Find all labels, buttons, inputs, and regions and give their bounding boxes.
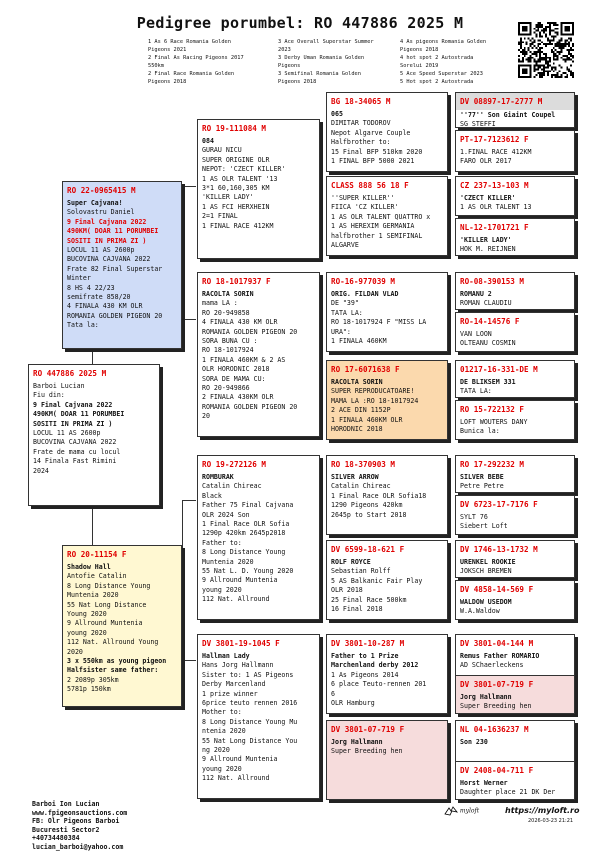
card-line: ROMAN CLAUDIU [460, 299, 512, 308]
card-line: 6 place Teuto-rennen 201 [331, 680, 427, 689]
pigeon-card-g3[interactable] [455, 176, 575, 216]
card-line: OLR 2024 Son [202, 510, 250, 519]
card-line: Antofie Catalin [67, 572, 127, 581]
card-line: DIMITAR TODOROV [331, 119, 391, 128]
card-line: MAMA LA :RO 18-1017924 [331, 396, 419, 405]
card-line: 1 FINALA 460KM [331, 337, 387, 346]
card-line: Catalin Chireac [331, 482, 391, 491]
card-line: mama LA : [202, 299, 238, 308]
card-line: Mother to: [202, 708, 242, 717]
card-line: Muntenia 2020 [67, 591, 119, 600]
card-line: Barboi Lucian [33, 382, 85, 390]
card-line: BUCOVINA CAJVANA 2022 [67, 255, 151, 264]
card-line: SUPER REPRODUCATOARE! [331, 387, 415, 396]
tree-line [182, 246, 183, 319]
owner-contact [32, 800, 127, 852]
contact-line: Bucuresti Sector2 [32, 825, 100, 834]
card-line: SORA BUNA CU : [202, 337, 258, 346]
ring-number: BG 18-34065 M [331, 97, 391, 106]
card-line: 8 Long Distance Young [202, 548, 286, 557]
achievement-line: 5 Hot spot 2 Autostrada [400, 79, 474, 85]
card-line: Father 75 Final Cajvana [202, 501, 294, 510]
pigeon-card-ddd[interactable] [326, 720, 448, 800]
card-line: SG STEFFI [460, 120, 496, 128]
ring-number: DV 3801-07-719 F [331, 725, 405, 734]
card-line: AD SChaerleckens [460, 661, 524, 670]
card-line: Daughter place 21 DK Der [460, 788, 556, 797]
pigeon-card-g12[interactable] [455, 580, 575, 620]
card-line: 2645p to Start 2018 [331, 510, 407, 519]
page-title: Pedigree porumbel: RO 447886 2025 M [136, 14, 464, 32]
card-line: 2020 [67, 647, 83, 656]
card-line: 8 HS 4 22/23 [67, 283, 115, 292]
pigeon-card-sire[interactable] [62, 181, 182, 349]
ring-number: NL-12-1701721 F [460, 223, 529, 232]
pigeon-name: RACOLTA SORIN [202, 290, 254, 298]
tree-line [182, 660, 196, 661]
card-line: Bunica la: [460, 427, 500, 436]
pigeon-name: Father to 1 Prize Marchenland derby 2012 [331, 652, 419, 670]
pigeon-name: ''77'' Son Giaint Coupel [460, 111, 556, 119]
ring-number: DV 3801-19-1045 F [202, 639, 280, 648]
contact-line: FB: Olr Pigeons Barboi [32, 817, 120, 826]
pigeon-card-dsd[interactable] [326, 540, 448, 620]
card-line: semifrate 858/20 [67, 293, 131, 302]
card-line: 55 Nat Long Distance You [202, 736, 298, 745]
pigeon-card-ssd[interactable] [326, 176, 448, 256]
pigeon-name: RACOLTA SORIN [331, 378, 383, 386]
pigeon-card-g10[interactable] [455, 495, 575, 535]
ring-number: DV 3801-04-144 M [460, 639, 534, 648]
card-section [456, 635, 574, 675]
pigeon-name: ROLF ROYCE [331, 558, 371, 566]
contact-line: lucian_barboi@yahoo.com [32, 842, 124, 851]
card-line: 9 Allround Muntenia [202, 576, 278, 585]
pigeon-name: Shadow Hall [67, 563, 111, 571]
ring-number: NL 04-1636237 M [460, 725, 529, 734]
pigeon-name: Hallman Lady [202, 652, 250, 660]
card-line: RO 20-949866 [202, 384, 250, 393]
card-line: BUCOVINA CAJVANA 2022 [33, 438, 117, 447]
pigeon-name: ROMANU 2 [460, 290, 492, 298]
card-line: ALGARVE [331, 241, 359, 250]
card-line: 'KILLER LADY' [202, 193, 254, 202]
pigeon-card-sds[interactable] [326, 272, 448, 352]
card-line: 1 AS OLR TALENT '13 [202, 174, 278, 183]
pigeon-card-sss[interactable] [326, 92, 448, 172]
card-line: ntenia 2020 [202, 727, 246, 736]
pigeon-card-dam[interactable] [62, 545, 182, 707]
card-line: Winter [67, 274, 91, 283]
ring-number: DV 6723-17-7176 F [460, 500, 538, 509]
card-highlight: 3 x 550km as young pigeon [67, 657, 167, 666]
pigeon-name: WALDOW USEDOM [460, 598, 512, 606]
card-section [456, 761, 574, 800]
pigeon-card-g11[interactable] [455, 540, 575, 578]
card-line: 1 AS OLR TALENT 13 [460, 203, 532, 212]
pigeon-name: Horst Werner [460, 779, 508, 787]
pigeon-name: 065 [331, 110, 343, 118]
pigeon-name: URENKEL ROOKIE [460, 558, 516, 566]
card-line: 14 Finala Fast Rimini [33, 457, 117, 466]
card-line: 5781p 150km [67, 685, 111, 694]
achievements-column [278, 38, 403, 86]
pigeon-card-g9[interactable] [455, 455, 575, 493]
card-line: Nepot Algarve Couple [331, 128, 411, 137]
pigeon-card-g6[interactable] [455, 312, 575, 352]
card-line: FARO OLR 2017 [460, 157, 512, 166]
card-line: 1 FINAL RACE 412KM [202, 221, 274, 230]
pigeon-name: Son 230 [460, 738, 488, 746]
pigeon-name: 084 [202, 137, 214, 145]
achievement-line: 1 As 6 Race Romania Golden [148, 39, 231, 45]
contact-line: +40734480384 [32, 834, 80, 843]
ring-number: PT-17-7123612 F [460, 135, 529, 144]
card-line: RO 18-1017924 F "MISS LA [331, 318, 427, 327]
card-line: 1 Final Race OLR Sofia [202, 520, 290, 529]
card-line: GURAU NICU [202, 146, 242, 155]
achievements-column [148, 38, 273, 86]
ring-number: RO 15-722132 F [460, 405, 525, 414]
card-line: TATA LA: [460, 387, 492, 396]
card-line: 55 Nat L. D. Young 2020 [202, 567, 294, 576]
pigeon-card-ds[interactable] [197, 455, 320, 620]
card-line: NEPOT: 'CZECT KILLER' [202, 165, 286, 174]
card-line: 4 FINALA 430 KM OLR [202, 318, 278, 327]
card-line: young 2020 [202, 585, 242, 594]
card-line: 8 Long Distance Young Mu [202, 717, 298, 726]
achievement-line: Pigeons [278, 63, 301, 69]
card-line: JOKSCH BREMEN [460, 567, 512, 576]
pigeon-name: ROMBURAK [202, 473, 234, 481]
card-line: 112 Nat. Allround Young [67, 638, 159, 647]
card-highlight: 9 Final Cajvana 2022 [33, 400, 113, 409]
card-line: 1 FINALA 460KM & 2 AS [202, 355, 286, 364]
achievement-line: 3 Semifinal Romania Golden [278, 71, 361, 77]
card-line: 1290 Pigeons 420km [331, 501, 403, 510]
card-line: 1 prize winner [202, 689, 258, 698]
ring-number: DV 2408-04-711 F [460, 766, 534, 775]
card-line: LOCUL 11 AS 2600p [33, 429, 101, 438]
card-highlight: 9 Final Cajvana 2022 [67, 217, 147, 226]
pigeon-name: ORIG. FILDAN VLAD [331, 290, 399, 298]
card-line: Sister to: 1 AS Pigeons [202, 670, 294, 679]
card-line: 4 FINALA 430 KM OLR [67, 302, 143, 311]
pigeon-card-g4[interactable] [455, 218, 575, 256]
card-line: OLR Hamburg [331, 699, 375, 708]
achievement-line: 3 Derby Uman Romania Golden [278, 55, 365, 61]
achievement-line: 4 As pigeons Romania Golden [400, 39, 487, 45]
ring-number: DV 1746-13-1732 M [460, 545, 538, 554]
pigeon-name: Super Cajvana! [67, 199, 123, 207]
card-line: 1 AS OLR TALENT QUATTRO x [331, 212, 431, 221]
card-line: young 2020 [67, 628, 107, 637]
bird-icon [444, 806, 458, 816]
card-line: ''SUPER KILLER'' [331, 194, 395, 202]
ring-number: DV 6599-18-621 F [331, 545, 405, 554]
card-highlight: SOSITI IN PRIMA ZI ) [33, 419, 113, 428]
ring-number: RO 18-1017937 F [202, 277, 271, 286]
pigeon-name: 'CZECT KILLER' [460, 194, 516, 202]
card-highlight: 490KM( DOAR 11 PORUMBEI [33, 410, 125, 419]
achievement-line: 2 Final As Racing Pigeons 2017 [148, 55, 244, 61]
card-line: LOCUL 11 AS 2600p [67, 246, 135, 255]
myloft-logo [444, 806, 479, 816]
ring-number: DV 4858-14-569 F [460, 585, 534, 594]
card-line: 16 Final 2018 [331, 605, 383, 614]
card-line: FIICA 'CZ KILLER' [331, 203, 399, 212]
card-line: 1 Final Race OLR Sofia18 [331, 491, 427, 500]
pigeon-name: SILVER BEBE [460, 473, 504, 481]
card-line: Hans Jorg Hallmann [202, 661, 274, 670]
card-line: 112 Nat. Allround [202, 774, 270, 783]
ring-number: RO-08-390153 M [460, 277, 525, 286]
pigeon-card-sd[interactable] [197, 272, 320, 437]
pigeon-card-g13-g14[interactable] [455, 634, 575, 714]
ring-number: DV 3801-07-719 F [460, 680, 534, 689]
card-line: RO 18-1017924 [202, 346, 254, 355]
card-line: LOFT WOUTERS DANY [460, 418, 528, 426]
card-line: ROMANIA GOLDEN PIGEON 20 [67, 311, 163, 320]
card-line: 112 Nat. Allround [202, 595, 270, 604]
card-line: DE "39" [331, 299, 359, 308]
card-highlight: SOSITI IN PRIMA ZI ) [67, 236, 147, 245]
ring-number: DV 3801-10-287 M [331, 639, 405, 648]
card-line: Muntenia 2020 [202, 557, 254, 566]
card-highlight: 490KM( DOAR 11 PORUMBEI [67, 227, 159, 236]
card-section [456, 721, 574, 761]
pigeon-card-g8[interactable] [455, 400, 575, 440]
achievement-line: Pigeons 2018 [400, 47, 439, 53]
pigeon-card-g1[interactable] [455, 92, 575, 128]
pigeon-name: DE BLIKSEM 331 [460, 378, 516, 386]
card-section [456, 675, 574, 714]
card-line: Frate de mama cu locul [33, 447, 121, 456]
card-line: 1 AS FCI HERXHEIN [202, 202, 270, 211]
achievement-line: Pigeons 2018 [278, 79, 317, 85]
pigeon-name: 'KILLER LADY' [460, 236, 512, 244]
tree-line [182, 500, 183, 660]
pigeon-name: Remus Father ROMARIO [460, 652, 540, 660]
card-line: 2024 [33, 466, 49, 475]
card-line: Super Breeding hen [460, 702, 532, 711]
card-line: Black [202, 491, 222, 500]
ring-number: RO 17-6071638 F [331, 365, 400, 374]
card-line: SORA DE MAMA CU: [202, 374, 266, 383]
tree-line [182, 319, 196, 320]
card-line: 1290p 420km 2645p2018 [202, 529, 286, 538]
achievement-line: Pigeons 2021 [148, 47, 187, 53]
contact-line: Barboi Ion Lucian [32, 800, 100, 808]
achievement-line: 4 hot spot 2 Autostrada [400, 55, 474, 61]
card-line: 3*1 60,160,305 KM [202, 184, 270, 193]
pigeon-name: Jorg Hallmann [460, 693, 512, 701]
ring-number: RO-16-977039 M [331, 277, 396, 286]
card-line: 8 Long Distance Young [67, 581, 151, 590]
card-line: Frate 82 Final Superstar [67, 264, 163, 273]
card-line: Solovastru Daniel [67, 208, 135, 217]
card-line: 2 2089p 305km [67, 675, 119, 684]
ring-number: CLASS 888 56 18 F [331, 181, 409, 190]
card-line: HOK M. REIJNEN [460, 245, 516, 254]
ring-number: RO-14-14576 F [460, 317, 520, 326]
tree-line [182, 500, 196, 501]
card-line: Petre Petre [460, 482, 504, 491]
pigeon-card-dss[interactable] [326, 455, 448, 535]
card-line: 5 AS Balkanic Fair Play [331, 576, 423, 585]
achievement-line: Pigeons 2018 [148, 79, 187, 85]
achievement-line: 2 Final Race Romania Golden [148, 71, 235, 77]
ring-number: 01217-16-331-DE M [460, 365, 538, 374]
card-line: young 2020 [202, 764, 242, 773]
card-line: 2 ACE DIN 1152P [331, 406, 391, 415]
card-line: 6 [331, 689, 335, 698]
card-line: Siebert Loft [460, 522, 508, 531]
card-line: Derby Marcenland [202, 680, 266, 689]
card-line: 1.FINAL RACE 412KM [460, 148, 532, 156]
card-line: 25 Final Race 500km [331, 595, 407, 604]
card-line: 9 Allround Muntenia [67, 619, 143, 628]
card-line: 1 FINAL BFP 5000 2021 [331, 157, 415, 166]
pigeon-card-g7[interactable] [455, 360, 575, 398]
card-line: Catalin Chireac [202, 482, 262, 491]
card-line: Halfbrother to: [331, 138, 391, 147]
pigeon-name: Jorg Hallmann [331, 738, 383, 746]
card-line: TATA LA: [331, 308, 363, 317]
card-line: Fiu din: [33, 391, 65, 400]
achievement-line: 550km [148, 63, 164, 69]
achievement-line: 3 Ace Overall Superstar Summer [278, 39, 374, 45]
logo-text: myloft [459, 807, 480, 815]
pigeon-card-main[interactable] [28, 364, 160, 506]
card-line: 20 [202, 412, 210, 421]
card-line: SUPER ORIGINE OLR [202, 155, 270, 164]
pigeon-card-dds[interactable] [326, 634, 448, 714]
achievement-line: 5 Ace Speed Superstar 2023 [400, 71, 483, 77]
ring-number: RO 17-292232 M [460, 460, 525, 469]
card-line: RO 20-949858 [202, 308, 250, 317]
card-line: ROMANIA GOLDEN PIGEON 20 [202, 327, 298, 336]
site-link[interactable]: https://myloft.ro [505, 806, 580, 815]
card-line: W.A.Waldow [460, 607, 500, 616]
tree-line [182, 186, 196, 187]
card-line: Sebastian Rolff [331, 567, 391, 576]
card-line: 15 Final BFP 510km 2020 [331, 147, 423, 156]
ring-number: RO 447886 2025 M [33, 369, 107, 378]
card-line: VAN LOON [460, 330, 492, 338]
card-line: Tata la: [67, 321, 99, 330]
pigeon-name: SILVER ARROW [331, 473, 379, 481]
qr-code [518, 22, 574, 78]
card-line: OLR 2018 [331, 586, 363, 595]
pigeon-card-g2[interactable] [455, 130, 575, 172]
ring-number: RO 19-111084 M [202, 124, 267, 133]
print-date: 2026-03-23 21:21 [528, 818, 574, 824]
ring-number: RO 22-0965415 M [67, 186, 136, 195]
card-line: URA": [331, 327, 351, 336]
achievements-column [400, 38, 525, 86]
ring-number: DV 08897-17-2777 M [460, 97, 543, 106]
card-line: 1 FINALA 460KM OLR [331, 415, 403, 424]
card-line: HORODNIC 2018 [331, 425, 383, 434]
card-highlight: Halfsister same father: [67, 666, 159, 675]
tree-line [182, 186, 183, 246]
card-line: SYLT 76 [460, 513, 488, 521]
card-line: 55 Nat Long Distance [67, 600, 147, 609]
pigeon-card-dd[interactable] [197, 634, 320, 799]
card-line: 9 Allround Muntenia [202, 755, 278, 764]
card-line: 1 AS HEREXIM GERMANIA [331, 222, 415, 231]
achievement-line: 2023 [278, 47, 291, 53]
card-line: 6price teuto rennen 2016 [202, 699, 298, 708]
card-line: OLTEANU COSMIN [460, 339, 516, 348]
card-line: ROMANIA GOLDEN PIGEON 20 [202, 402, 298, 411]
card-body [456, 110, 574, 128]
pigeon-card-g5[interactable] [455, 272, 575, 310]
achievement-line: Sorelui 2019 [400, 63, 439, 69]
card-line: Super Breeding hen [331, 747, 403, 756]
card-line: OLR HORODNIC 2018 [202, 365, 270, 374]
card-line: 1 As Pigeons 2014 [331, 670, 399, 679]
pigeon-card-sdd[interactable] [326, 360, 448, 440]
ring-number: RO 20-11154 F [67, 550, 127, 559]
pigeon-card-ss[interactable] [197, 119, 320, 259]
card-line: Father to: [202, 538, 242, 547]
ring-number: RO 19-272126 M [202, 460, 267, 469]
card-line: 2 FINALA 430KM OLR [202, 393, 274, 402]
card-line: ng 2020 [202, 746, 230, 755]
card-line: 2=1 FINAL [202, 212, 238, 221]
ring-number: RO 18-370903 M [331, 460, 396, 469]
contact-line: www.fpigeonsauctions.com [32, 808, 128, 817]
pigeon-card-g15-g16[interactable] [455, 720, 575, 800]
ring-number: CZ 237-13-103 M [460, 181, 529, 190]
card-header [456, 93, 574, 110]
card-line: Young 2020 [67, 610, 107, 619]
card-line: halfbrother 1 SEMIFINAL [331, 231, 423, 240]
